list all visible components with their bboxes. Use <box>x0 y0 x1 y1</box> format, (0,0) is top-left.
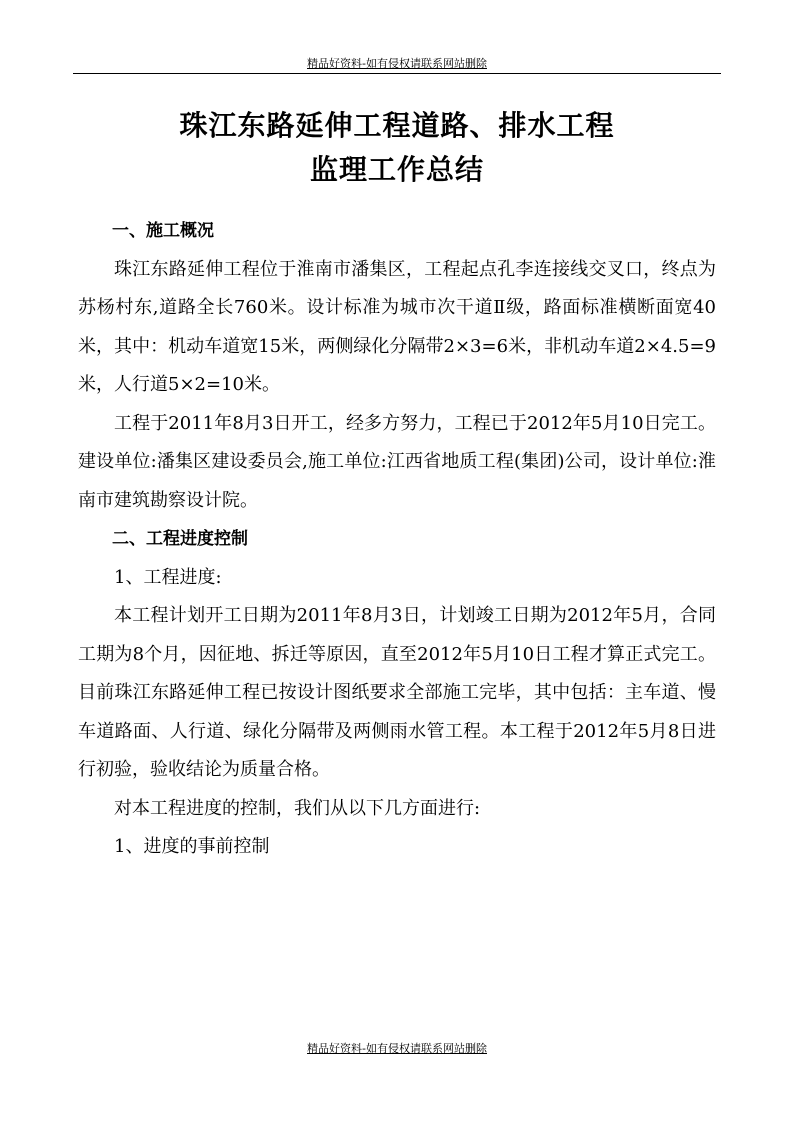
document-title-line1: 珠江东路延伸工程道路、排水工程 <box>179 109 615 142</box>
document-title-line2: 监理工作总结 <box>309 153 484 186</box>
page-footer-note: 精品好资料-如有侵权请联系网站删除 <box>307 1042 487 1055</box>
section2-paragraph1: 本工程计划开工日期为2011年8月3日，计划竣工日期为2012年5月，合同工期为8个月，因征地、拆迁等原因，直至2012年5月10日工程才算正式完工。目前珠江东路延伸工程已按设计图纸要求全部施工完毕，其中包括：主车道、慢车道路面、人行道、绿化分隔带及两侧雨水管工程。本工程于2012年5月8日进行初验，验收结论为质量合格。 <box>78 605 716 780</box>
header-divider <box>73 73 721 74</box>
page-header-note: 精品好资料-如有侵权请联系网站删除 <box>307 57 487 70</box>
section2-subheading2: 1、进度的事前控制 <box>114 836 270 857</box>
section1-paragraph2: 工程于2011年8月3日开工，经多方努力，工程已于2012年5月10日完工。建设单位:潘集区建设委员会,施工单位:江西省地质工程(集团)公司，设计单位:淮南市建筑勘察设计院。 <box>78 412 716 511</box>
section1-heading: 一、施工概况 <box>112 221 214 241</box>
section1-paragraph1: 珠江东路延伸工程位于淮南市潘集区，工程起点孔李连接线交叉口，终点为苏杨村东,道路全长760米。设计标准为城市次干道Ⅱ级，路面标准横断面宽40米，其中：机动车道宽15米，两侧绿化分隔带2×3=6米，非机动车道2×4.5=9米，人行道5×2=10米。 <box>78 258 716 395</box>
section2-subheading1: 1、工程进度: <box>114 566 222 588</box>
section2-heading: 二、工程进度控制 <box>112 529 248 549</box>
section2-paragraph2: 对本工程进度的控制，我们从以下几方面进行: <box>114 797 481 819</box>
document-body <box>78 212 716 867</box>
